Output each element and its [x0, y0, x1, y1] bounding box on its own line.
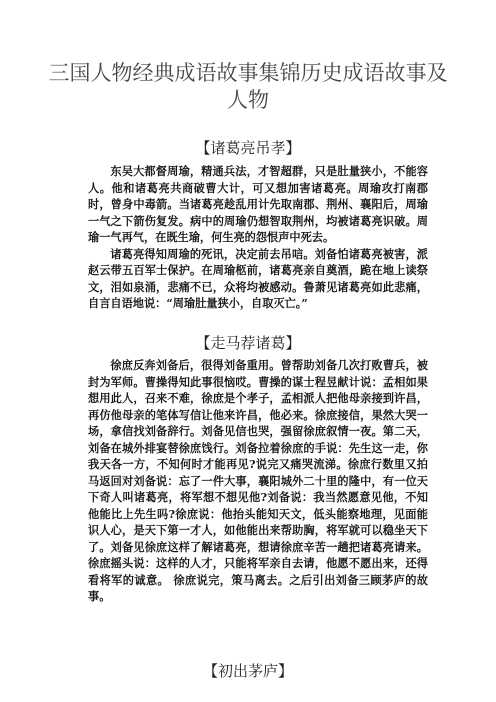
- paragraph: 徐庶反奔刘备后，很得刘备重用。曾帮助刘备几次打败曹兵，被封为军师。曹操得知此事很恼哎。曹操的谋士程昱献计说：孟相如果想用此人，召来不难，徐庶是个孝子，孟相派人把他母亲接到许昌，再仿他母亲的笔体写信让他来许昌，他必来。徐庶接信，果然大哭一场，拿信找刘备辞行。刘备见信也哭，强留徐庶叙情一夜。第二天，刘备在城外排宴替徐庶饯行。刘备拉着徐庶的手说：先生这一走，你我天各一方，不知何时才能再见?说完又痛哭流涕。徐庶行数里又拍马返回对刘备说：忘了一件大事，襄阳城外二十里的隆中，有一位天下奇人叫诸葛亮，将军想不想见他?刘备说：我当然愿意见他，不知他能比上先生吗?徐庶说：他抬头能知天文，低头能察地理，见面能识人心，是天下第一才人，如他能出来帮助胸，将军就可以稳坐天下了。刘备见徐庶这样了解诸葛亮，想请徐庶辛苦一趟把诸葛亮请来。徐庶摇头说：这样的人才，只能将军亲自去请，他愿不愿出来，还得看将军的诚意。 徐庶说完，策马离去。之后引出刘备三顾茅庐的故事。: [88, 358, 428, 603]
- section-heading-zouma-jian-zhuge: 【走马荐诸葛】: [195, 334, 301, 352]
- page-title: 三国人物经典成语故事集锦历史成语故事及人物: [48, 61, 448, 112]
- section-heading-zhuge-liang-diaoxiao: 【诸葛亮吊孝】: [195, 139, 301, 157]
- paragraph: 诸葛亮得知周瑜的死讯，决定前去吊唁。刘备怕诸葛亮被害，派赵云带五百军士保护。在周瑜柩前，诸葛亮亲自奠酒，跪在地上读祭文，泪如泉涌，悲痛不已，众将均被感动。鲁萧见诸葛亮如此悲痛，自言自语地说：“周瑜肚量狭小，自取灭亡。”: [88, 246, 428, 310]
- section-heading-chuchu-maolu: 【初出茅庐】: [202, 662, 293, 680]
- paragraph: 东吴大都督周瑜，精通兵法，才智超群，只是肚量狭小，不能容人。他和诸葛亮共商破曹大计，可又想加害诸葛亮。周瑜攻打南郡时，曾身中毒箭。当诸葛亮趁乱用计先取南郡、荆州、襄阳后，周瑜一气之下箭伤复发。病中的周瑜仍想智取荆州，均被诸葛亮识破。周瑜一气再气，在既生瑜，何生亮的怨恨声中死去。: [88, 164, 428, 244]
- section-body-zouma-jian-zhuge: [88, 357, 428, 605]
- section-body-zhuge-liang-diaoxiao: [88, 163, 428, 312]
